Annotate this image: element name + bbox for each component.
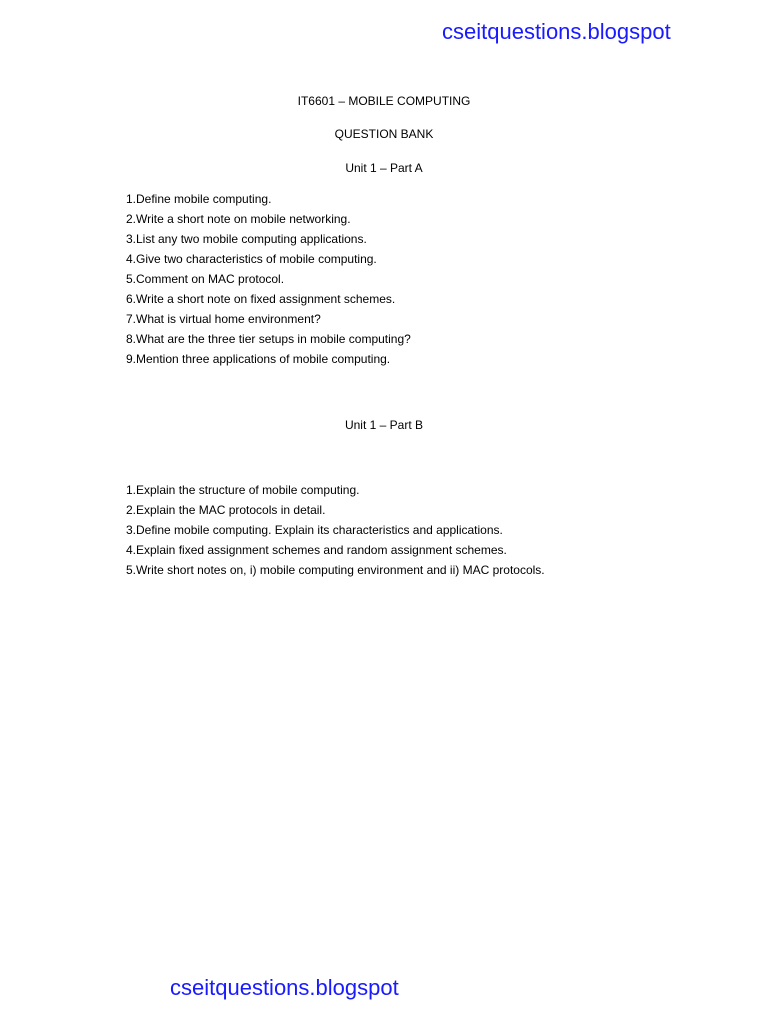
watermark-bottom: cseitquestions.blogspot [170,975,399,1000]
question-text: Explain fixed assignment schemes and random assignment schemes. [136,543,507,557]
course-title [0,93,768,109]
question-text: Comment on MAC protocol. [136,272,285,286]
list-item [108,542,507,562]
question-text: Explain the MAC protocols in detail. [136,503,326,517]
list-item [108,311,321,331]
course-title-text: IT6601 – MOBILE COMPUTING [297,94,471,108]
list-item [108,331,411,351]
question-list-part-b [108,482,545,582]
question-list-part-a [108,191,411,371]
list-item [108,482,360,502]
list-item [108,522,503,542]
question-number: 4. [125,252,136,266]
section-heading-part-a-text: Unit 1 – Part A [345,161,423,175]
question-text: List any two mobile computing applications. [136,232,367,246]
document-subtitle [0,126,768,142]
question-number: 6. [125,292,136,306]
document-subtitle-text: QUESTION BANK [334,127,434,141]
list-item [108,251,377,271]
list-item [108,211,351,231]
question-text: Write a short note on fixed assignment schemes. [136,292,396,306]
question-number: 3. [125,232,136,246]
question-text: Write a short note on mobile networking. [136,212,351,226]
question-text: Define mobile computing. Explain its characteristics and applications. [136,523,503,537]
question-text: What is virtual home environment? [136,312,321,326]
question-text: Give two characteristics of mobile computing. [136,252,377,266]
question-number: 4. [125,543,136,557]
question-number: 5. [125,563,136,577]
question-number: 1. [125,192,136,206]
question-number: 8. [125,332,136,346]
question-number: 2. [125,503,136,517]
list-item [108,502,326,522]
question-number: 9. [125,352,136,366]
question-text: Explain the structure of mobile computing. [136,483,360,497]
question-number: 1. [125,483,136,497]
list-item [108,231,367,251]
list-item [108,271,285,291]
question-number: 3. [125,523,136,537]
question-text: What are the three tier setups in mobile computing? [136,332,411,346]
section-heading-part-b [0,417,768,433]
list-item [108,291,396,311]
question-text: Mention three applications of mobile computing. [136,352,391,366]
question-text: Define mobile computing. [136,192,272,206]
question-text: Write short notes on, i) mobile computing environment and ii) MAC protocols. [136,563,545,577]
question-number: 5. [125,272,136,286]
section-heading-part-a [0,160,768,176]
question-number: 7. [125,312,136,326]
list-item [108,351,391,371]
section-heading-part-b-text: Unit 1 – Part B [344,418,424,432]
list-item [108,562,545,582]
question-number: 2. [125,212,136,226]
watermark-top: cseitquestions.blogspot [442,19,671,44]
list-item [108,191,272,211]
